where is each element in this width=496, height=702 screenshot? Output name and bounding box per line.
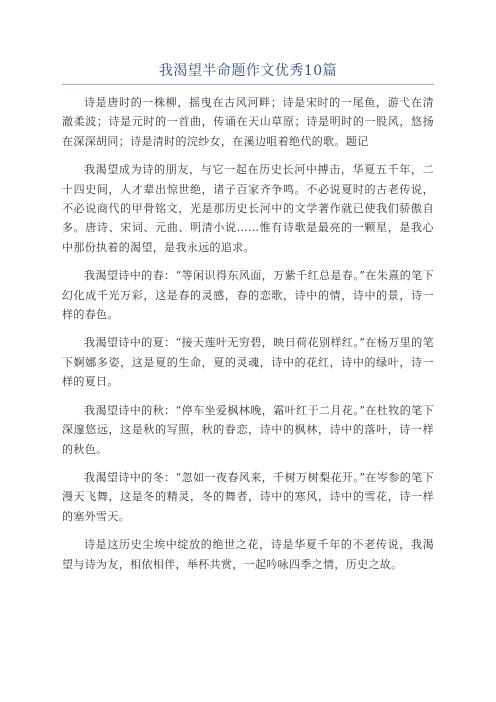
paragraph-7: 诗是这历史尘埃中绽放的绝世之花，诗是华夏千年的不老传说，我渴望与诗为友，相依相伴，举杯共赏，一起吟咏四季之情，历史之故。 [62,538,434,571]
paragraph-6: 我渴望诗中的冬：“忽如一夜春风来，千树万树梨花开。”在岑参的笔下漫天飞舞，这是冬的精灵，冬的舞者，诗中的寒风，诗中的雪花，诗一样的塞外雪天。 [62,470,434,523]
paragraph-5: 我渴望诗中的秋：“停车坐爱枫林晚，霜叶红于二月花。”在杜牧的笔下深邃悠远，这是秋的写照，秋的眷恋，诗中的枫林，诗中的落叶，诗一样的秋色。 [62,403,434,456]
paragraph-3: 我渴望诗中的春：“等闲识得东风面，万紫千红总是春。”在朱熹的笔下幻化成千光万彩，这是春的灵感，春的恋歌，诗中的情，诗中的景，诗一样的春色。 [62,269,434,322]
paragraph-4: 我渴望诗中的夏：“接天莲叶无穷碧，映日荷花别样红。”在杨万里的笔下婀娜多姿，这是夏的生命，夏的灵魂，诗中的花红，诗中的绿叶，诗一样的夏日。 [62,336,434,389]
paragraph-1: 诗是唐时的一株柳，摇曳在古风河畔；诗是宋时的一尾鱼，游弋在清澈柔波；诗是元时的一首曲，传诵在天山草原；诗是明时的一股风，悠扬在深深胡同；诗是清时的浣纱女，在溪边咀着绝代的歌。题记 [62,96,434,148]
document-title: 我渴望半命题作文优秀10篇 [158,63,338,79]
title-divider [62,84,434,85]
document-body [62,93,434,583]
paragraph-2: 我渴望成为诗的朋友，与它一起在历史长河中搏击，华夏五千年，二十四史间，人才辈出惊世绝，诸子百家齐争鸣。不必说夏时的古老传说，不必说商代的甲骨铭文，光是那历史长河中的文学著作就已使我们骄傲自多。唐诗、宋词、元曲、明清小说……惟有诗歌是最亮的一颗星，是我心中那份执着的渴望，是我永远的追求。 [62,163,434,254]
